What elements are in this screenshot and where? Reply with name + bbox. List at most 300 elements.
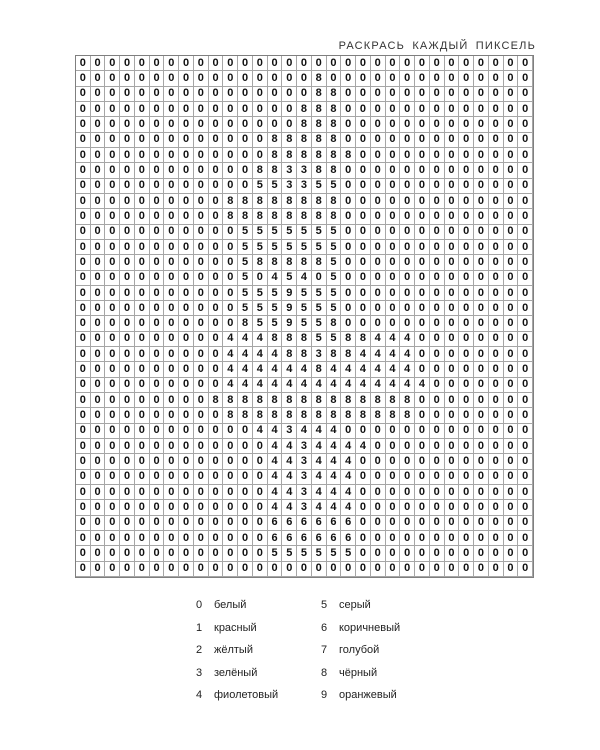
grid-cell: 0 xyxy=(91,546,106,561)
grid-cell: 0 xyxy=(341,209,356,224)
grid-cell: 8 xyxy=(253,255,268,270)
grid-cell: 8 xyxy=(312,408,327,423)
grid-cell: 0 xyxy=(238,470,253,485)
grid-cell: 0 xyxy=(445,301,460,316)
grid-cell: 0 xyxy=(135,531,150,546)
grid-cell: 8 xyxy=(253,194,268,209)
grid-cell: 0 xyxy=(459,240,474,255)
grid-cell: 0 xyxy=(459,439,474,454)
grid-cell: 4 xyxy=(341,362,356,377)
grid-cell: 0 xyxy=(164,255,179,270)
grid-cell: 0 xyxy=(76,531,91,546)
grid-cell: 6 xyxy=(297,516,312,531)
grid-cell: 4 xyxy=(268,271,283,286)
grid-cell: 0 xyxy=(474,470,489,485)
grid-cell: 4 xyxy=(297,378,312,393)
grid-cell: 0 xyxy=(91,516,106,531)
grid-cell: 3 xyxy=(297,179,312,194)
grid-cell: 4 xyxy=(327,485,342,500)
grid-cell: 0 xyxy=(518,531,533,546)
legend-item xyxy=(321,684,446,707)
grid-cell: 0 xyxy=(430,470,445,485)
grid-cell: 0 xyxy=(356,301,371,316)
grid-cell: 4 xyxy=(268,500,283,515)
grid-cell: 0 xyxy=(415,316,430,331)
grid-cell: 0 xyxy=(76,163,91,178)
grid-cell: 0 xyxy=(459,408,474,423)
grid-cell: 0 xyxy=(489,117,504,132)
grid-cell: 3 xyxy=(297,485,312,500)
grid-cell: 0 xyxy=(400,148,415,163)
legend-number: 5 xyxy=(321,599,328,612)
grid-cell: 0 xyxy=(430,102,445,117)
grid-cell: 0 xyxy=(415,163,430,178)
grid-cell: 6 xyxy=(312,531,327,546)
grid-cell: 0 xyxy=(459,332,474,347)
grid-cell: 6 xyxy=(341,531,356,546)
grid-cell: 0 xyxy=(386,424,401,439)
grid-cell: 8 xyxy=(223,408,238,423)
grid-cell: 5 xyxy=(312,179,327,194)
grid-cell: 8 xyxy=(297,209,312,224)
grid-cell: 0 xyxy=(504,255,519,270)
grid-cell: 0 xyxy=(135,378,150,393)
grid-cell: 0 xyxy=(76,424,91,439)
grid-cell: 0 xyxy=(223,470,238,485)
legend-label: коричневый xyxy=(339,621,401,634)
grid-cell: 0 xyxy=(312,56,327,71)
grid-cell: 0 xyxy=(504,439,519,454)
grid-cell: 0 xyxy=(504,408,519,423)
grid-cell: 0 xyxy=(164,378,179,393)
grid-cell: 0 xyxy=(489,301,504,316)
legend-number: 6 xyxy=(321,621,328,634)
grid-cell: 0 xyxy=(105,408,120,423)
grid-cell: 0 xyxy=(76,56,91,71)
grid-cell: 4 xyxy=(282,500,297,515)
grid-cell: 0 xyxy=(120,255,135,270)
grid-cell: 5 xyxy=(253,240,268,255)
grid-cell: 0 xyxy=(238,454,253,469)
grid-cell: 8 xyxy=(238,316,253,331)
grid-cell: 4 xyxy=(282,485,297,500)
grid-cell: 0 xyxy=(489,271,504,286)
grid-cell: 0 xyxy=(430,531,445,546)
grid-cell: 0 xyxy=(120,500,135,515)
grid-cell: 8 xyxy=(312,102,327,117)
grid-cell: 0 xyxy=(223,148,238,163)
grid-cell: 5 xyxy=(327,271,342,286)
grid-cell: 5 xyxy=(268,301,283,316)
grid-cell: 0 xyxy=(150,286,165,301)
legend-item xyxy=(196,662,321,685)
grid-cell: 0 xyxy=(120,102,135,117)
grid-cell: 0 xyxy=(135,562,150,577)
grid-cell: 0 xyxy=(415,240,430,255)
grid-cell: 0 xyxy=(76,148,91,163)
grid-cell: 0 xyxy=(223,179,238,194)
grid-cell: 8 xyxy=(223,194,238,209)
grid-cell: 0 xyxy=(209,546,224,561)
grid-cell: 0 xyxy=(341,179,356,194)
grid-cell: 0 xyxy=(518,516,533,531)
grid-cell: 0 xyxy=(459,209,474,224)
grid-cell: 0 xyxy=(430,424,445,439)
grid-cell: 0 xyxy=(120,347,135,362)
grid-cell: 0 xyxy=(400,531,415,546)
grid-cell: 0 xyxy=(164,347,179,362)
grid-cell: 0 xyxy=(371,71,386,86)
grid-cell: 0 xyxy=(164,424,179,439)
grid-cell: 8 xyxy=(312,194,327,209)
grid-cell: 0 xyxy=(356,470,371,485)
grid-cell: 0 xyxy=(120,301,135,316)
grid-cell: 8 xyxy=(312,209,327,224)
grid-cell: 4 xyxy=(268,470,283,485)
grid-cell: 0 xyxy=(504,546,519,561)
grid-cell: 0 xyxy=(474,286,489,301)
grid-cell: 8 xyxy=(327,393,342,408)
grid-cell: 0 xyxy=(312,562,327,577)
grid-cell: 0 xyxy=(105,179,120,194)
grid-cell: 5 xyxy=(312,546,327,561)
grid-cell: 8 xyxy=(297,102,312,117)
grid-cell: 0 xyxy=(371,163,386,178)
grid-cell: 0 xyxy=(150,271,165,286)
grid-cell: 0 xyxy=(518,316,533,331)
grid-cell: 4 xyxy=(341,485,356,500)
grid-cell: 0 xyxy=(459,56,474,71)
grid-cell: 0 xyxy=(400,209,415,224)
grid-cell: 8 xyxy=(268,332,283,347)
grid-cell: 0 xyxy=(518,271,533,286)
grid-cell: 0 xyxy=(415,485,430,500)
grid-cell: 0 xyxy=(238,531,253,546)
grid-cell: 0 xyxy=(386,194,401,209)
grid-cell: 0 xyxy=(223,485,238,500)
grid-cell: 0 xyxy=(135,148,150,163)
grid-cell: 0 xyxy=(282,117,297,132)
grid-cell: 0 xyxy=(518,255,533,270)
grid-cell: 0 xyxy=(150,255,165,270)
grid-cell: 0 xyxy=(518,102,533,117)
grid-cell: 0 xyxy=(179,316,194,331)
grid-cell: 0 xyxy=(91,271,106,286)
grid-cell: 8 xyxy=(209,393,224,408)
grid-cell: 0 xyxy=(430,332,445,347)
grid-cell: 0 xyxy=(504,271,519,286)
grid-cell: 0 xyxy=(445,148,460,163)
grid-cell: 0 xyxy=(489,408,504,423)
grid-cell: 0 xyxy=(459,87,474,102)
grid-cell: 0 xyxy=(135,209,150,224)
grid-cell: 4 xyxy=(253,332,268,347)
grid-cell: 6 xyxy=(341,516,356,531)
grid-cell: 4 xyxy=(341,378,356,393)
grid-cell: 0 xyxy=(386,531,401,546)
grid-cell: 0 xyxy=(415,179,430,194)
grid-cell: 0 xyxy=(194,316,209,331)
grid-cell: 5 xyxy=(297,301,312,316)
grid-cell: 0 xyxy=(386,71,401,86)
grid-cell: 0 xyxy=(253,87,268,102)
grid-cell: 0 xyxy=(105,240,120,255)
grid-cell: 5 xyxy=(238,225,253,240)
grid-cell: 0 xyxy=(341,117,356,132)
grid-cell: 0 xyxy=(120,516,135,531)
grid-cell: 0 xyxy=(386,546,401,561)
grid-cell: 0 xyxy=(474,500,489,515)
grid-cell: 0 xyxy=(223,546,238,561)
grid-cell: 0 xyxy=(371,485,386,500)
grid-cell: 0 xyxy=(371,117,386,132)
grid-cell: 9 xyxy=(282,316,297,331)
grid-cell: 0 xyxy=(120,562,135,577)
grid-cell: 0 xyxy=(489,56,504,71)
grid-cell: 0 xyxy=(518,362,533,377)
grid-cell: 0 xyxy=(400,71,415,86)
grid-cell: 5 xyxy=(312,286,327,301)
grid-cell: 0 xyxy=(76,454,91,469)
grid-cell: 0 xyxy=(445,179,460,194)
grid-cell: 0 xyxy=(238,102,253,117)
grid-cell: 0 xyxy=(120,133,135,148)
grid-cell: 0 xyxy=(209,485,224,500)
grid-cell: 0 xyxy=(194,240,209,255)
grid-cell: 0 xyxy=(135,163,150,178)
grid-cell: 0 xyxy=(105,362,120,377)
grid-cell: 0 xyxy=(504,470,519,485)
grid-cell: 8 xyxy=(282,133,297,148)
grid-cell: 0 xyxy=(120,71,135,86)
grid-cell: 0 xyxy=(91,71,106,86)
grid-cell: 0 xyxy=(341,87,356,102)
grid-cell: 8 xyxy=(297,148,312,163)
grid-cell: 0 xyxy=(386,225,401,240)
grid-cell: 0 xyxy=(459,393,474,408)
grid-cell: 5 xyxy=(253,225,268,240)
grid-cell: 0 xyxy=(268,117,283,132)
grid-cell: 0 xyxy=(504,225,519,240)
grid-cell: 4 xyxy=(327,424,342,439)
grid-cell: 0 xyxy=(223,87,238,102)
grid-cell: 0 xyxy=(400,87,415,102)
grid-cell: 0 xyxy=(371,301,386,316)
grid-cell: 0 xyxy=(76,286,91,301)
grid-cell: 0 xyxy=(135,546,150,561)
grid-cell: 0 xyxy=(91,408,106,423)
grid-cell: 0 xyxy=(164,71,179,86)
grid-cell: 0 xyxy=(400,117,415,132)
grid-cell: 0 xyxy=(76,133,91,148)
grid-cell: 0 xyxy=(415,71,430,86)
grid-cell: 8 xyxy=(238,194,253,209)
grid-cell: 0 xyxy=(223,163,238,178)
grid-cell: 0 xyxy=(164,163,179,178)
grid-cell: 4 xyxy=(223,347,238,362)
grid-cell: 0 xyxy=(386,454,401,469)
grid-cell: 8 xyxy=(282,347,297,362)
grid-cell: 0 xyxy=(415,531,430,546)
grid-cell: 0 xyxy=(415,424,430,439)
grid-cell: 0 xyxy=(386,470,401,485)
grid-cell: 0 xyxy=(430,316,445,331)
grid-cell: 0 xyxy=(91,347,106,362)
grid-cell: 0 xyxy=(504,163,519,178)
grid-cell: 0 xyxy=(415,133,430,148)
legend-item xyxy=(196,639,321,662)
grid-cell: 0 xyxy=(430,362,445,377)
grid-cell: 0 xyxy=(164,117,179,132)
grid-cell: 0 xyxy=(445,424,460,439)
grid-cell: 0 xyxy=(445,117,460,132)
grid-cell: 0 xyxy=(179,240,194,255)
grid-cell: 0 xyxy=(371,424,386,439)
grid-cell: 0 xyxy=(135,286,150,301)
grid-cell: 0 xyxy=(209,424,224,439)
grid-cell: 0 xyxy=(489,316,504,331)
grid-cell: 0 xyxy=(386,286,401,301)
grid-cell: 0 xyxy=(238,424,253,439)
grid-cell: 0 xyxy=(474,71,489,86)
grid-cell: 0 xyxy=(445,347,460,362)
grid-cell: 0 xyxy=(223,516,238,531)
grid-cell: 0 xyxy=(356,71,371,86)
grid-cell: 0 xyxy=(341,301,356,316)
grid-cell: 8 xyxy=(312,362,327,377)
grid-cell: 0 xyxy=(386,133,401,148)
grid-cell: 0 xyxy=(209,133,224,148)
grid-cell: 0 xyxy=(356,531,371,546)
grid-cell: 0 xyxy=(150,485,165,500)
grid-cell: 3 xyxy=(297,470,312,485)
grid-cell: 0 xyxy=(238,485,253,500)
grid-cell: 0 xyxy=(459,562,474,577)
grid-cell: 4 xyxy=(253,424,268,439)
grid-cell: 6 xyxy=(312,516,327,531)
grid-cell: 0 xyxy=(209,362,224,377)
grid-cell: 0 xyxy=(459,255,474,270)
grid-cell: 8 xyxy=(356,408,371,423)
grid-cell: 0 xyxy=(386,301,401,316)
grid-cell: 5 xyxy=(253,301,268,316)
grid-cell: 0 xyxy=(179,179,194,194)
grid-cell: 0 xyxy=(76,179,91,194)
grid-cell: 0 xyxy=(371,454,386,469)
grid-cell: 8 xyxy=(386,393,401,408)
grid-cell: 0 xyxy=(430,562,445,577)
grid-cell: 0 xyxy=(430,454,445,469)
legend-number: 8 xyxy=(321,666,328,679)
grid-cell: 4 xyxy=(312,485,327,500)
grid-cell: 0 xyxy=(105,485,120,500)
grid-cell: 0 xyxy=(150,562,165,577)
grid-cell: 0 xyxy=(341,240,356,255)
grid-cell: 4 xyxy=(327,378,342,393)
grid-cell: 0 xyxy=(238,179,253,194)
grid-cell: 0 xyxy=(341,562,356,577)
grid-cell: 0 xyxy=(150,470,165,485)
grid-cell: 0 xyxy=(238,163,253,178)
grid-cell: 3 xyxy=(297,163,312,178)
grid-cell: 0 xyxy=(415,393,430,408)
grid-cell: 5 xyxy=(268,225,283,240)
grid-cell: 4 xyxy=(268,454,283,469)
grid-cell: 5 xyxy=(282,271,297,286)
grid-cell: 0 xyxy=(120,546,135,561)
grid-cell: 0 xyxy=(386,500,401,515)
grid-cell: 0 xyxy=(164,240,179,255)
grid-cell: 0 xyxy=(400,240,415,255)
grid-cell: 0 xyxy=(105,562,120,577)
grid-cell: 5 xyxy=(297,225,312,240)
grid-cell: 5 xyxy=(297,286,312,301)
grid-cell: 0 xyxy=(371,56,386,71)
grid-cell: 8 xyxy=(297,133,312,148)
grid-cell: 0 xyxy=(356,194,371,209)
grid-cell: 0 xyxy=(194,562,209,577)
grid-cell: 0 xyxy=(518,454,533,469)
grid-cell: 0 xyxy=(150,133,165,148)
grid-cell: 0 xyxy=(135,424,150,439)
grid-cell: 0 xyxy=(76,378,91,393)
grid-cell: 0 xyxy=(238,56,253,71)
grid-cell: 0 xyxy=(371,562,386,577)
grid-cell: 0 xyxy=(356,179,371,194)
grid-cell: 0 xyxy=(164,332,179,347)
grid-cell: 0 xyxy=(209,516,224,531)
grid-cell: 0 xyxy=(150,148,165,163)
grid-cell: 0 xyxy=(386,271,401,286)
grid-cell: 0 xyxy=(194,347,209,362)
grid-cell: 0 xyxy=(386,316,401,331)
grid-cell: 0 xyxy=(518,485,533,500)
grid-cell: 0 xyxy=(445,71,460,86)
grid-cell: 0 xyxy=(194,516,209,531)
grid-cell: 0 xyxy=(504,362,519,377)
grid-cell: 5 xyxy=(268,179,283,194)
grid-cell: 0 xyxy=(91,179,106,194)
grid-cell: 0 xyxy=(474,56,489,71)
grid-cell: 0 xyxy=(489,163,504,178)
grid-cell: 0 xyxy=(474,485,489,500)
grid-cell: 0 xyxy=(223,301,238,316)
grid-cell: 8 xyxy=(268,255,283,270)
grid-cell: 0 xyxy=(518,179,533,194)
grid-cell: 5 xyxy=(253,316,268,331)
grid-cell: 0 xyxy=(76,271,91,286)
grid-cell: 0 xyxy=(179,133,194,148)
grid-cell: 0 xyxy=(179,393,194,408)
grid-cell: 0 xyxy=(386,240,401,255)
grid-cell: 0 xyxy=(356,316,371,331)
grid-cell: 0 xyxy=(489,531,504,546)
grid-cell: 0 xyxy=(209,470,224,485)
grid-cell: 0 xyxy=(253,56,268,71)
grid-cell: 0 xyxy=(430,148,445,163)
grid-cell: 0 xyxy=(194,163,209,178)
grid-cell: 0 xyxy=(489,362,504,377)
grid-cell: 4 xyxy=(282,362,297,377)
grid-cell: 0 xyxy=(459,424,474,439)
grid-cell: 0 xyxy=(474,209,489,224)
grid-cell: 0 xyxy=(209,301,224,316)
grid-cell: 0 xyxy=(386,117,401,132)
grid-cell: 0 xyxy=(209,439,224,454)
grid-cell: 0 xyxy=(312,271,327,286)
grid-cell: 0 xyxy=(253,133,268,148)
grid-cell: 5 xyxy=(297,240,312,255)
